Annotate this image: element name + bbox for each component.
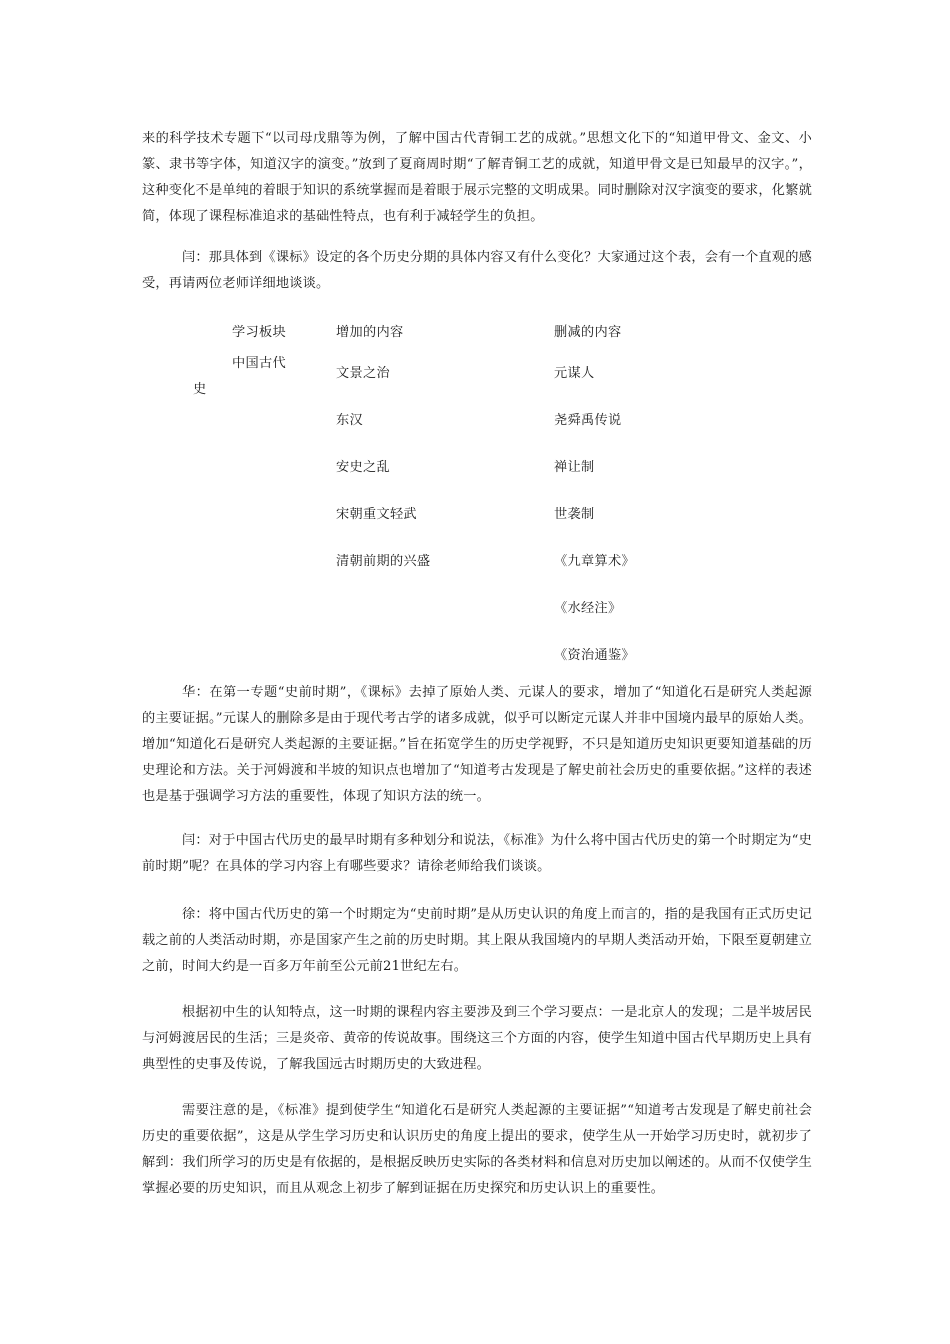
paragraph-7: 需要注意的是，《标准》提到使学生“知道化石是研究人类起源的主要证据”“知道考古发现是了解史前社会历史的重要依据”，这是从学生学习历史和认识历史的角度上提出的要求，使学生从一开始学习历史时，就初步了解到：我们所学习的历史是有依据的，是根据反映历史实际的各类材料和信息对历史加以阐述的。从而不仅使学生掌握必要的历史知识，而且从观念上初步了解到证据在历史探究和历史认识上的重要性。 bbox=[142, 1103, 812, 1196]
added-item: 清朝前期的兴盛 bbox=[336, 554, 431, 569]
removed-item: 世袭制 bbox=[554, 507, 595, 522]
added-item: 宋朝重文轻武 bbox=[336, 507, 417, 522]
paragraph-6: 根据初中生的认知特点，这一时期的课程内容主要涉及到三个学习要点：一是北京人的发现；二是半坡居民与河姆渡居民的生活；三是炎帝、黄帝的传说故事。围绕这三个方面的内容，使学生知道中国古代早期历史上具有典型性的史事及传说，了解我国远古时期历史的大致进程。 bbox=[142, 1005, 812, 1072]
removed-item: 元谋人 bbox=[554, 366, 595, 381]
added-item: 文景之治 bbox=[336, 366, 390, 381]
header-section: 学习板块 bbox=[232, 325, 286, 340]
paragraph-4: 闫：对于中国古代历史的最早时期有多种划分和说法，《标准》为什么将中国古代历史的第一个时期定为“史前时期”呢？在具体的学习内容上有哪些要求？请徐老师给我们谈谈。 bbox=[142, 833, 812, 874]
removed-item: 尧舜禹传说 bbox=[554, 413, 622, 428]
paragraph-1: 来的科学技术专题下“以司母戊鼎等为例，了解中国古代青铜工艺的成就。”思想文化下的“知道甲骨文、金文、小篆、隶书等字体，知道汉字的演变。”放到了夏商周时期“了解青铜工艺的成就，知道甲骨文是已知最早的汉字。”，这种变化不是单纯的着眼于知识的系统掌握而是着眼于展示完整的文明成果。同时删除对汉字演变的要求，化繁就简，体现了课程标准追求的基础性特点，也有利于减轻学生的负担。 bbox=[142, 131, 812, 224]
removed-item: 禅让制 bbox=[554, 460, 595, 475]
header-removed: 删减的内容 bbox=[554, 325, 622, 340]
removed-item: 《九章算术》 bbox=[554, 554, 635, 569]
paragraph-5: 徐：将中国古代历史的第一个时期定为“史前时期”是从历史认识的角度上而言的，指的是我国有正式历史记载之前的人类活动时期，亦是国家产生之前的历史时期。其上限从我国境内的早期人类活动开始，下限至夏朝建立之前，时间大约是一百多万年前至公元前21世纪左右。 bbox=[142, 907, 812, 974]
paragraph-2: 闫：那具体到《课标》设定的各个历史分期的具体内容又有什么变化？大家通过这个表，会有一个直观的感受，再请两位老师详细地谈谈。 bbox=[142, 250, 812, 291]
paragraph-3: 华：在第一专题“史前时期”，《课标》去掉了原始人类、元谋人的要求，增加了“知道化石是研究人类起源的主要证据。”元谋人的删除多是由于现代考古学的诸多成就，似乎可以断定元谋人并非中国境内最早的原始人类。增加“知道化石是研究人类起源的主要证据。”旨在拓宽学生的历史学视野，不只是知道历史知识更要知道基础的历史理论和方法。关于河姆渡和半坡的知识点也增加了“知道考古发现是了解史前社会历史的重要依据。”这样的表述也是基于强调学习方法的重要性，体现了知识方法的统一。 bbox=[142, 685, 812, 804]
removed-item: 《水经注》 bbox=[554, 601, 622, 616]
added-item: 东汉 bbox=[336, 413, 363, 428]
section-name-line2: 史 bbox=[193, 382, 207, 397]
removed-item: 《资治通鉴》 bbox=[554, 648, 635, 663]
header-added: 增加的内容 bbox=[336, 325, 404, 340]
added-item: 安史之乱 bbox=[336, 460, 390, 475]
section-name-line1: 中国古代 bbox=[232, 356, 286, 371]
